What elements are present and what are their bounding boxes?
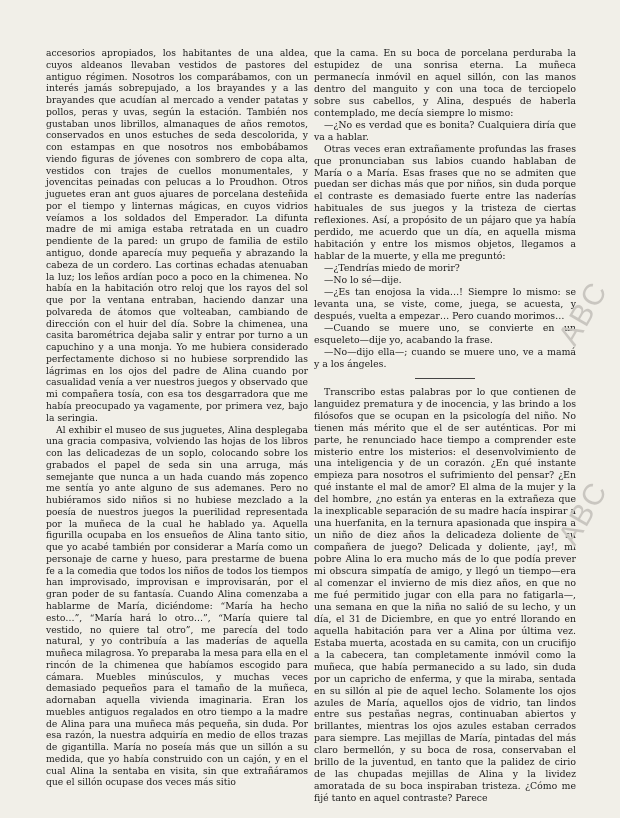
- paragraph: accesorios apropiados, los habitantes de una aldea, cuyos aldeanos llevaban vestidos de pastores del antiguo régimen. Nosotros los comparábamos, con un interés jamás sobrepujado, a los brayandes y a las brayandes que acudían al mercado a vender patatas y pollos, peras y uvas, según la estación. También nos gustaban unos librillos, almanaques de años remotos, conservados en unos estuches de seda descolorida, y con estampas en que nosotros nos embobábamos viendo figuras de jóvenes con sombrero de copa alta, vestidos con trajes de cuellos monumentales, y jovencitas peinadas con pelucas a lo Proudhon. Otros juguetes eran ant guos ajuares de porcelana desteñida por el tiempo y linternas mágicas, en cuyos vidrios veíamos a los soldados del Emperador. La difunta madre de mi amiga estaba retratada en un cuadro pendiente de la pared: un grupo de familia de estilo antiguo, donde aparecía muy pequeña y abrazando la cabeza de un cordero. Las cortinas echadas atenuaban la luz; los leños ardían poco a poco en la chimenea. No había en la habitación otro reloj que los rayos del sol que por la ventana entraban, haciendo danzar una polvareda de átomos que volteaban, cambiando de dirección con el huir del día. Sobre la chimenea, una casita barométrica dejaba salir y entrar por turno a un capuchino y a una monja. Yo me hubiera considerado perfectamente dichoso si no hubiese sorprendido las lágrimas en los ojos del padre de Alina cuando por casualidad venía a ver nuestros juegos y observado que mi compañera tosía, con esa tos desgarradora que me había preocupado ya vagamente, por primera vez, bajo la seringia.: [46, 48, 308, 424]
- watermark-text: ABC: [552, 275, 615, 351]
- dialogue-line: —¿Es tan enojosa la vida…! Siempre lo mismo: se levanta una, se viste, come, juega, se acuesta, y después, vuelta a empezar… Pero cuando morimos…: [314, 287, 576, 322]
- paragraph: Al exhibir el museo de sus juguetes, Alina desplegaba una gracia compasiva, volviendo las hojas de los libros con las delicadezas de un soplo, colocando sobre los grabados el papel de seda sin una arruga, más semejante que nunca a un hada cuando más zopenco me sentía yo ante alguno de sus ademanes. Pero no hubiéramos sido niños si no hubiese mezclado a la poesía de nuestros juegos la puerilidad representada por la muñeca de la cual he hablado ya. Aquella figurilla ocupaba en los ensueños de Alina tanto sitio, que yo acabé también por considerar a María como un personaje de carne y hueso, para prestarme de buena fe a la comedia que todos los niños de todos los tiempos han improvisado, improvisan e improvisarán, por el gran poder de su fantasía. Cuando Alina comenzaba a hablarme de María, diciéndome: “María ha hecho esto…”, “María hará lo otro…”, “María quiere tal vestido, no quiere tal otro”, me parecía del todo natural, y yo contribuía a las maderías de aquella muñeca milagrosa. Yo preparaba la mesa para ella en el rincón de la chimenea que habíamos escogido para cámara. Muebles minúsculos, y muchas veces demasiado pequeños para el tamaño de la muñeca, adornaban aquella vivienda imaginaria. Eran los muebles antiguos regalados en otro tiempo a la madre de Alina para una muñeca más pequeña, sin duda. Por esa razón, la nuestra adquiría en medio de ellos trazas de gigantilla. María no poseía más que un sillón a su medida, que yo había construido con un cajón, y en el cual Alina la sentaba en visita, sin que extrañáramos que el sillón ocupase dos veces más sitio: [46, 424, 308, 789]
- watermark-text: ABC: [552, 475, 615, 551]
- dialogue-line: —No lo sé—dije.: [324, 275, 402, 287]
- dialogue-line: —¿No es verdad que es bonita? Cualquiera diría que va a hablar.: [314, 119, 576, 143]
- dialogue-line: —¿Tendrías miedo de morir?: [324, 263, 460, 275]
- right-text-column: [314, 48, 576, 805]
- left-text-column: [46, 48, 308, 789]
- abc-watermark: [552, 275, 615, 690]
- section-divider: [415, 378, 475, 379]
- paragraph: Otras veces eran extrañamente profundas las frases que pronunciaban sus labios cuando hablaban de María o a María. Esas frases que no se admiten que puedan ser dichas más que por niños, sin duda porque el contraste es demasiado fuerte entre las naderías habituales de sus juegos y la tristeza de ciertas reflexiones. Así, a propósito de un pájaro que ya había perdido, me acuerdo que un día, en aquella misma habitación y entre los mismos objetos, llegamos a hablar de la muerte, y ella me preguntó:: [314, 143, 576, 263]
- dialogue-line: —No—dijo ella—; cuando se muere uno, ve a mamá y a los ángeles.: [314, 346, 576, 370]
- paragraph: Transcribo estas palabras por lo que contienen de languidez prematura y de inocencia, y las brindo a los filósofos que se ocupan en la psicología del niño. No tienen más mérito que el de ser auténticas. Por mi parte, he renunciado hace tiempo a comprender este misterio entre los misterios: el desenvolvimiento de una inteligencia y de un corazón. ¿En qué instante empieza para nosotros el sufrimiento del pensar? ¿En qué instante el mal de amor? El alma de la mujer y la del hombre, ¿no están ya enteras en la extrañeza que la inexplicable separación de su madre hacía inspirar a una huerfanita, en la ternura apasionada que inspira a un niño de diez años la delicadeza doliente de su compañera de juego? Delicada y doliente, ¡ay!, mi pobre Alina lo era mucho más de lo que podía prever mi obscura simpatía de amigo, y llegó un tiempo—era al comenzar el invierno de mis diez años, en que no me fué permitido jugar con ella para no fatigarla—, una semana en que la niña no salió de su lecho, y un día, el 31 de Diciembre, en que yo entré llorando en aquella habitación para ver a Alina por última vez. Estaba muerta, acostada en su camita, con un crucifijo a la cabecera, tan completamente inmóvil como la muñeca, que había permanecido a su lado, sin duda por un capricho de enferma, y que la miraba, sentada en su sillón al pie de aquel lecho. Solamente los ojos azules de María, aquellos ojos de vidrio, tan lindos entre sus pestañas negras, continuaban abiertos y brillantes, mientras los ojos azules estaban cerrados para siempre. Las mejillas de María, pintadas del más claro bermellón, y su boca de rosa, conservaban el brillo de la juventud, en tanto que la palidez de cirio de las chupadas mejillas de Alina y la lividez amoratada de su boca inspiraban tristeza. ¿Cómo me fijé tanto en aquel contraste? Parece: [314, 386, 576, 805]
- paragraph: que la cama. En su boca de porcelana perduraba la estupidez de una sonrisa eterna. La muñeca permanecía inmóvil en aquel sillón, con las manos dentro del manguito y con una toca de terciopelo sobre sus cabellos, y Alina, después de haberla contemplado, me decía siempre lo mismo:: [314, 48, 576, 119]
- dialogue-line: —Cuando se muere uno, se convierte en un esqueleto—dije yo, acabando la frase.: [314, 322, 576, 346]
